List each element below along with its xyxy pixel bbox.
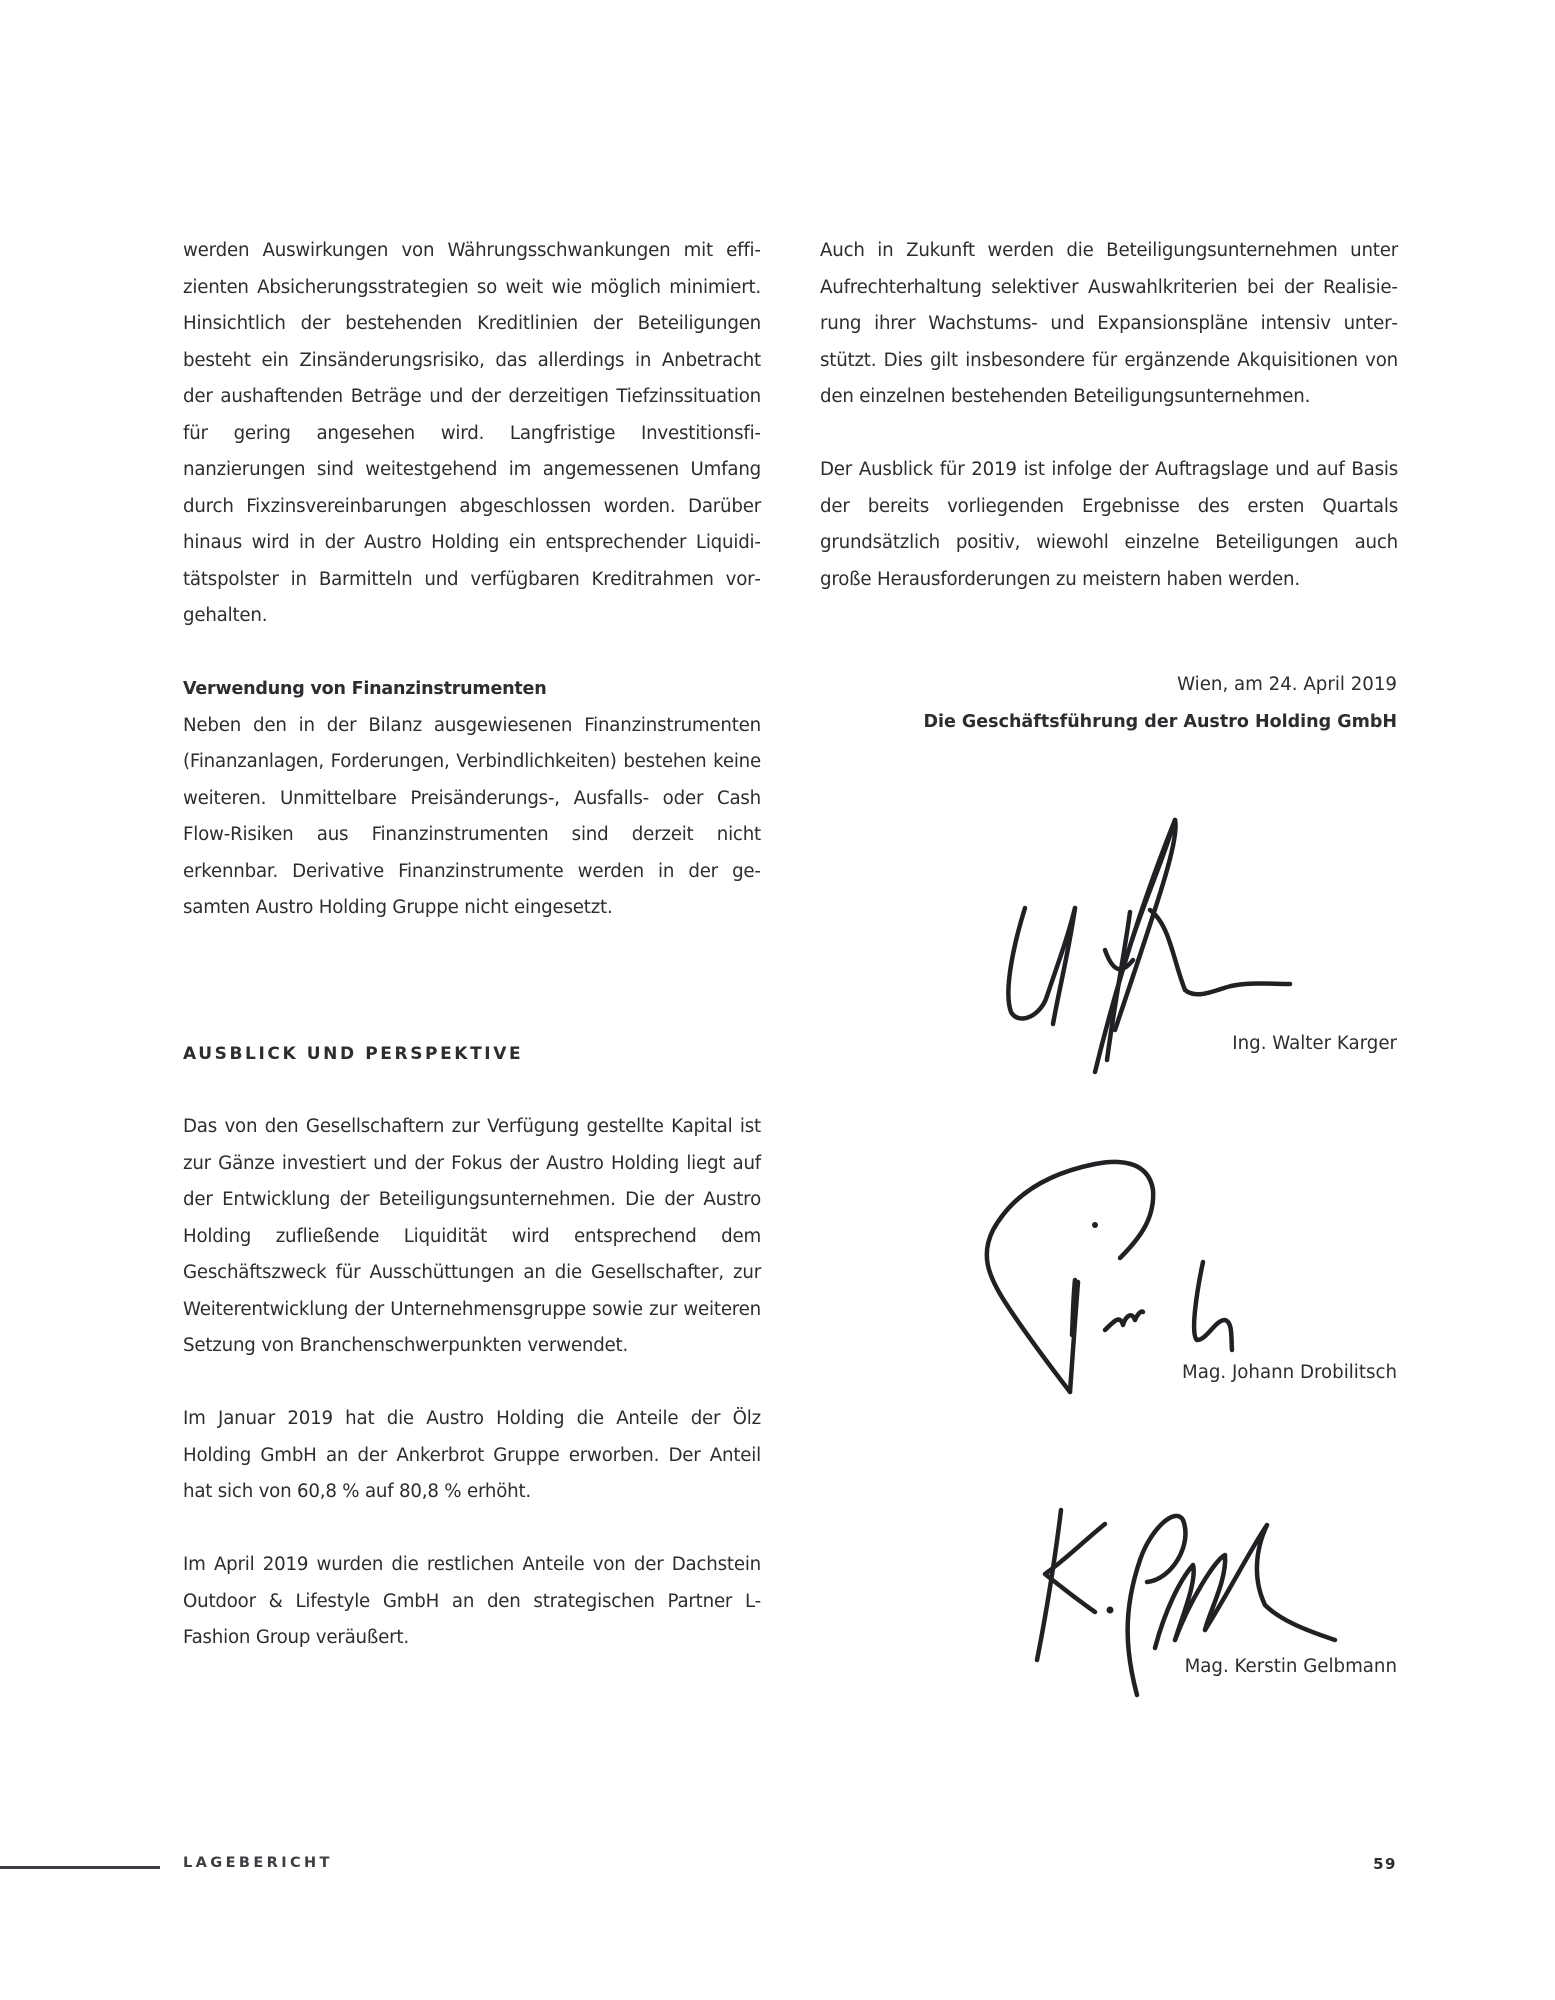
signatory-name-3: Mag. Kerstin Gelbmann	[1184, 1656, 1397, 1677]
left-column	[183, 233, 761, 1657]
section-title-ausblick: AUSBLICK UND PERSPEKTIVE	[183, 1044, 524, 1064]
ausblick-paragraph-2: Im Januar 2019 hat die Austro Holding die Anteile der Ölz Holding GmbH an der Ankerbrot Gruppe erworben. Der Anteil hat sich von 60,8 % auf 80,8 % erhöht.	[183, 1408, 761, 1502]
ausblick-paragraph-1: Das von den Gesellschaftern zur Verfügung gestellte Kapital ist zur Gänze investiert und der Fokus der Austro Holding liegt auf der Entwicklung der Beteiligungsunternehmen. Die der Austro Holding zufließende Liquidität wird entsprechend dem Geschäftszweck für Ausschüttungen an die Gesellschafter, zur Weiterentwicklung der Unternehmensgruppe sowie zur weiteren Setzung von Branchenschwerpunkten verwendet.	[183, 1116, 761, 1356]
signature-header	[923, 667, 1397, 740]
place-date: Wien, am 24. April 2019	[1177, 674, 1397, 695]
right-column	[820, 233, 1398, 598]
signatory-name-1: Ing. Walter Karger	[1232, 1033, 1397, 1054]
signatory-body: Die Geschäftsführung der Austro Holding GmbH	[923, 711, 1397, 732]
ausblick-paragraph-3: Im April 2019 wurden die restlichen Anteile von der Dachstein Outdoor & Lifestyle GmbH an den strategischen Partner L-Fashion Group veräußert.	[183, 1554, 761, 1648]
footer-section-label: LAGEBERICHT	[183, 1855, 333, 1871]
finanzinstrumente-heading: Verwendung von Finanzinstrumenten	[183, 679, 547, 699]
signatory-name-2: Mag. Johann Drobilitsch	[1182, 1362, 1397, 1383]
outlook-paragraph-1: Auch in Zukunft werden die Beteiligungsunternehmen unter Aufrechterhaltung selektiver Auswahlkriterien bei der Realisierung ihrer Wachstums- und Expansionspläne intensiv unterstützt. Dies gilt insbesondere für ergänzende Akquisitionen von den einzelnen bestehenden Beteiligungsunternehmen.	[820, 240, 1398, 407]
finanzinstrumente-paragraph: Neben den in der Bilanz ausgewiesenen Finanzinstrumenten (Finanzanlagen, Forderungen, Verbindlichkeiten) bestehen keine weiteren. Unmittelbare Preisänderungs-, Ausfalls- oder Cash Flow-Risiken aus Finanzinstrumenten sind derzeit nicht erkennbar. Derivative Finanzinstrumente werden in der gesamten Austro Holding Gruppe nicht eingesetzt.	[183, 714, 761, 918]
footer-rule	[0, 1866, 160, 1869]
page-number: 59	[1373, 1855, 1397, 1873]
outlook-paragraph-2: Der Ausblick für 2019 ist infolge der Auftragslage und auf Basis der bereits vorliegenden Ergebnisse des ersten Quartals grundsätzlich positiv, wiewohl einzelne Beteiligungen auch große Herausforderungen zu meistern haben werden.	[820, 459, 1398, 590]
risk-paragraph: werden Auswirkungen von Währungsschwankungen mit effizienten Absicherungsstrategien so weit wie möglich minimiert. Hinsichtlich der bestehenden Kreditlinien der Beteiligungen besteht ein Zinsänderungsrisiko, das allerdings in Anbetracht der aushaftenden Beträge und der derzeitigen Tiefzinssituation für gering angesehen wird. Langfristige Investitionsfinanzierungen sind weitestgehend im angemessenen Umfang durch Fixzinsvereinbarungen abgeschlossen worden. Darüber hinaus wird in der Austro Holding ein entsprechender Liquiditätspolster in Barmitteln und verfügbaren Kreditrahmen vorgehalten.	[183, 240, 761, 626]
